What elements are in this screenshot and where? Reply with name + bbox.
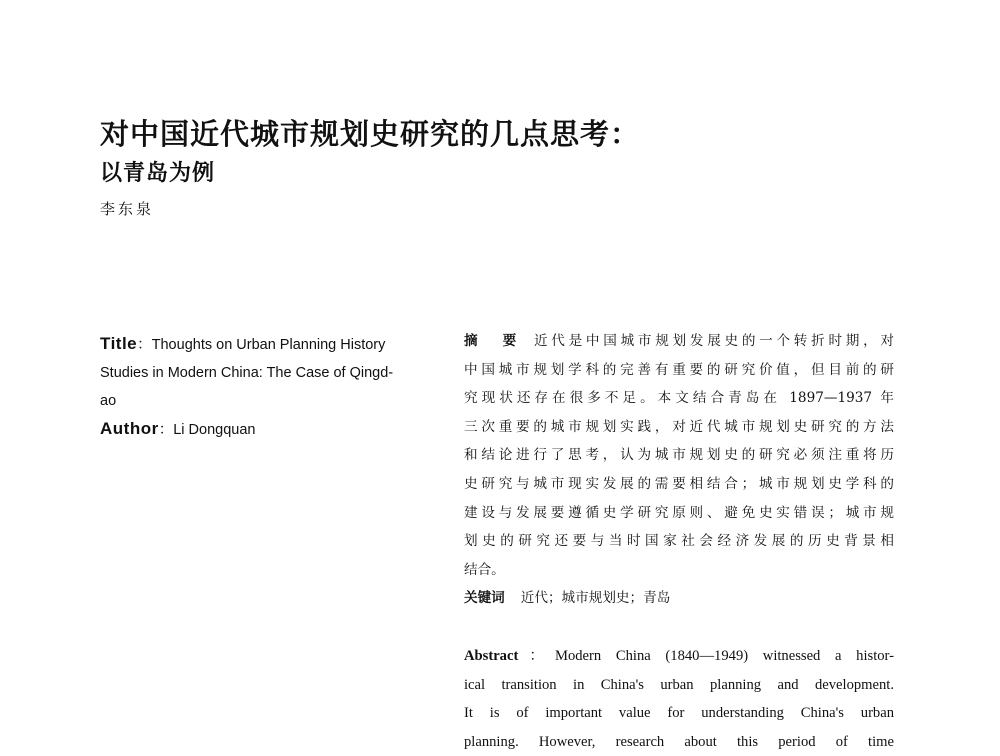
paper-subtitle: 以青岛为例 — [100, 161, 216, 186]
abstract-cn-line: 结合。 — [464, 561, 505, 578]
paper-title: 对中国近代城市规划史研究的几点思考： — [100, 117, 641, 151]
abstract-cn — [464, 327, 894, 584]
english-metadata — [100, 330, 442, 444]
abstract-en-label: Abstract — [464, 648, 519, 664]
abstract-en-line: ical transition in China's urban planning and development. — [464, 676, 894, 693]
english-author-line — [100, 415, 442, 444]
abstract-en-line: planning. However, research about this period of time — [464, 733, 894, 750]
abstract-cn-line: 中国城市规划学科的完善有重要的研究价值，但目前的研 — [464, 361, 894, 378]
abstract-cn-label: 摘 要 — [464, 333, 522, 349]
author-separator: ： — [158, 422, 174, 438]
abstract-en-line: It is of important value for understanding China's urban — [464, 705, 894, 722]
abstract-cn-line: 三次重要的城市规划实践，对近代城市规划史研究的方法 — [464, 418, 894, 435]
author-name-cn: 李东泉 — [100, 200, 155, 218]
keywords-label: 关键词 — [464, 590, 505, 606]
author-label: Author — [100, 419, 159, 438]
abstract-cn-line: 究现状还存在很多不足。本文结合青岛在 1897—1937 年 — [464, 390, 894, 407]
abstract-cn-line: 和结论进行了思考，认为城市规划史的研究必须注重将历 — [464, 447, 894, 464]
keywords-cn — [464, 586, 670, 606]
title-label: Title — [100, 334, 138, 353]
abstract-cn-line: 摘 要 近代是中国城市规划发展史的一个转折时期，对 — [464, 333, 895, 349]
english-author-name: Li Dongquan — [173, 422, 256, 438]
abstract-cn-line: 划史的研究还要与当时国家社会经济发展的历史背景相 — [464, 533, 894, 550]
keywords-value: 近代；城市规划史；青岛 — [520, 590, 671, 606]
english-title-line-1 — [100, 330, 442, 359]
english-title-line-3: ao — [100, 393, 117, 409]
abstract-en-line: Abstract：Modern China (1840—1949) witnessed a histor- — [464, 648, 894, 664]
abstract-cn-line: 建设与发展要遵循史学研究原则、避免史实错误；城市规 — [464, 504, 894, 521]
english-title-line-2: Studies in Modern China: The Case of Qingd- — [100, 365, 394, 381]
title-separator: ： — [137, 337, 152, 353]
abstract-en-separator: ： — [518, 648, 555, 664]
english-title-text: Thoughts on Urban Planning History — [151, 337, 386, 353]
abstract-en — [464, 642, 894, 756]
abstract-cn-line: 史研究与城市现实发展的需要相结合；城市规划史学科的 — [464, 475, 894, 492]
